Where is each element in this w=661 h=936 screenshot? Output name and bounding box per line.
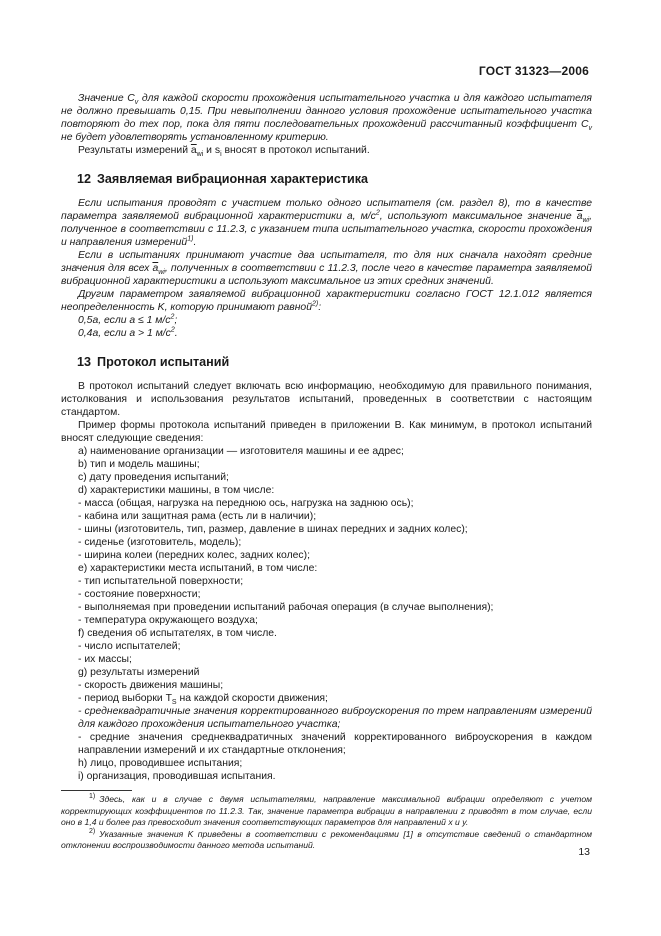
page-body [61, 92, 592, 852]
list-item: - ширина колеи (передних колес, задних колес); [78, 550, 310, 561]
uncertainty-condition-1: 0,5a, если a ≤ 1 $м/с^2$; [78, 313, 178, 326]
list-item: - кабина или защитная рама (есть ли в наличии); [78, 511, 317, 522]
list-item: a) наименование организации — изготовителя машины и ее адрес; [78, 446, 404, 457]
section-13-heading: 13 Протокол испытаний [77, 355, 230, 369]
section-12-heading: 12 Заявляемая вибрационная характеристика [77, 172, 369, 186]
footnote-ref-2[interactable]: 2) [312, 300, 319, 308]
list-item: b) тип и модель машины; [78, 459, 200, 470]
footnote-ref-1[interactable]: 1) [187, 235, 194, 243]
list-item: - скорость движения машины; [78, 680, 224, 691]
footnote-1: $^{1)}$ Здесь, как и в случае с двумя испытателями, направление максимальной вибрации определяют с учетом корректирующих коэффициентов по 11.2.3. Так, значение параметра вибрации в направлении z приводят в том случае, если оно в 1,4 и более раз превосходит значения соответствующих параметров для направлений x и y. [61, 793, 592, 827]
section-12-paragraph-3: Другим параметром заявляемой вибрационной характеристики согласно ГОСТ 12.1.012 является неопределенность K, которую принимают равной$^{2)}$: [61, 289, 592, 313]
section-12-paragraph-1: Если испытания проводят с участием только одного испытателя (см. раздел 8), то в качестве параметра заявляемой вибрационной характеристики a, $м/с^2$, используют максимальное значение $\overline{a}_{wi}$, полученное в соответствии с 11.2.3, с указанием типа испытательного участка, скорости прохождения и направления измерений$^{1)}$. [61, 198, 592, 248]
section-12-paragraph-2: Если в испытаниях принимают участие два испытателя, то для них сначала находят средние значения для всех $\overline{a}_{wi}$, полученных в соответствии с 11.2.3, после чего в качестве параметра заявляемой вибрационной характеристики a используют максимальное из этих средних значений. [61, 250, 593, 287]
list-item: - состояние поверхности; [78, 589, 201, 600]
section-13-paragraph-1: В протокол испытаний следует включать всю информацию, необходимую для правильного понимания, истолкования и использования результатов испытаний, проведенных в соответствии с настоящим стандартом. [61, 381, 592, 418]
paragraph-results-record: Результаты измерений $\overline{a}_{wi}$ и $s_i$ вносят в протокол испытаний. [78, 145, 370, 159]
document-id-header: ГОСТ 31323—2006 [478, 64, 589, 78]
list-item: d) характеристики машины, в том числе: [78, 485, 275, 496]
list-item: g) результаты измерений [78, 667, 200, 678]
uncertainty-condition-2: 0,4a, если a > 1 $м/с^2$. [78, 326, 178, 339]
report-items-list [61, 445, 592, 783]
footnote-2: $^{2)}$ Указанные значения K приведены в соответствии с рекомендациями [1] в отсутствие сведений о стандартном отклонении воспроизводимости данного метода испытаний. [61, 827, 592, 850]
page-number: 13 [578, 846, 590, 858]
list-item: - температура окружающего воздуха; [78, 615, 258, 626]
list-item: e) характеристики места испытаний, в том числе: [78, 563, 318, 574]
list-item: - период выборки $T_S$ на каждой скорости движения; [78, 693, 328, 707]
list-item: - среднеквадратичные значения корректированного виброускорения по трем направлениям измерений для каждого прохождения испытательного участка; [78, 706, 592, 730]
list-item: - их массы; [78, 654, 132, 665]
paragraph-cv-criterion: Значение $C_v$ для каждой скорости прохождения испытательного участка и для каждого испытателя не должно превышать 0,15. При невыполнении данного условия прохождение испытательного участка повторяют до тех пор, пока для пяти последовательных прохождений рассчитанный коэффициент $C_v$ не будет удовлетворять установленному критерию. [61, 93, 592, 143]
list-item: c) дату проведения испытаний; [78, 472, 229, 483]
list-item: f) сведения об испытателях, в том числе. [78, 628, 277, 639]
footnote-separator [61, 790, 132, 791]
list-item: - шины (изготовитель, тип, размер, давление в шинах передних и задних колес); [78, 524, 468, 535]
list-item: h) лицо, проводившее испытания; [78, 758, 243, 769]
list-item: - тип испытательной поверхности; [78, 576, 244, 587]
list-item: - средние значения среднеквадратичных значений корректированного виброускорения в каждом направлении измерений и их стандартные отклонения; [78, 732, 592, 756]
list-item: - сиденье (изготовитель, модель); [78, 537, 242, 548]
list-item: - масса (общая, нагрузка на переднюю ось, нагрузка на заднюю ось); [78, 498, 414, 509]
section-13-paragraph-2: Пример формы протокола испытаний приведен в приложении В. Как минимум, в протокол испытаний вносят следующие сведения: [61, 420, 592, 444]
list-item: - выполняемая при проведении испытаний рабочая операция (в случае выполнения); [78, 602, 494, 613]
list-item: - число испытателей; [78, 641, 181, 652]
list-item: i) организация, проводившая испытания. [78, 771, 276, 782]
